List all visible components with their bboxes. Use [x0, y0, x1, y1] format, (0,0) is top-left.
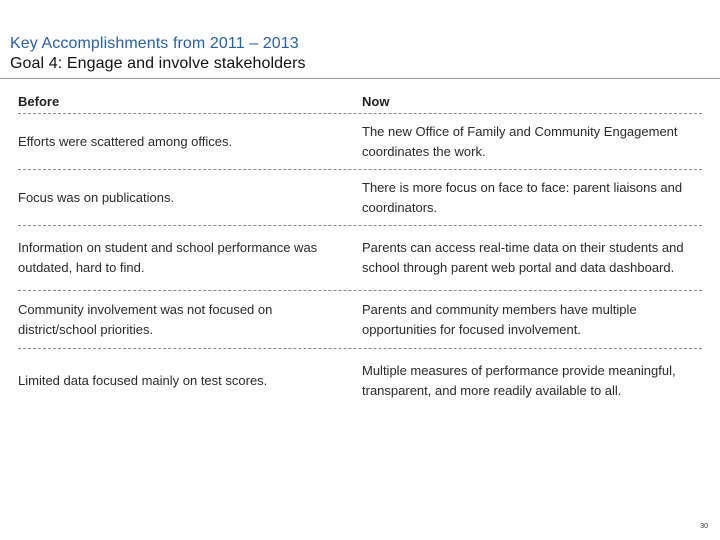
before-cell: Information on student and school performance was outdated, hard to find.	[18, 240, 318, 275]
table-row	[18, 348, 702, 412]
now-cell: Parents and community members have multiple opportunities for focused involvement.	[362, 301, 637, 337]
before-cell: Focus was on publications.	[18, 189, 175, 205]
table-row	[18, 113, 702, 169]
table-row	[18, 290, 702, 348]
table-row	[18, 225, 702, 290]
now-cell: Parents can access real-time data on their students and school through parent web portal and data dashboard.	[362, 240, 684, 275]
page-number: 30	[700, 523, 708, 530]
before-cell: Efforts were scattered among offices.	[18, 133, 233, 149]
slide-subtitle: Goal 4: Engage and involve stakeholders	[10, 55, 306, 72]
now-cell: The new Office of Family and Community Engagement coordinates the work.	[362, 123, 678, 159]
before-cell: Community involvement was not focused on district/school priorities.	[18, 301, 273, 337]
slide-title: Key Accomplishments from 2011 – 2013	[10, 35, 299, 52]
now-cell: There is more focus on face to face: parent liaisons and coordinators.	[362, 179, 683, 215]
header-divider	[0, 78, 720, 79]
slide-header	[10, 34, 710, 74]
before-cell: Limited data focused mainly on test scores.	[18, 372, 268, 388]
table-row	[18, 169, 702, 225]
now-cell: Multiple measures of performance provide meaningful, transparent, and more readily available to all.	[362, 362, 676, 398]
comparison-table	[18, 91, 702, 412]
column-header-now: Now	[362, 94, 390, 109]
table-header-row	[18, 91, 702, 113]
column-header-before: Before	[18, 94, 60, 109]
